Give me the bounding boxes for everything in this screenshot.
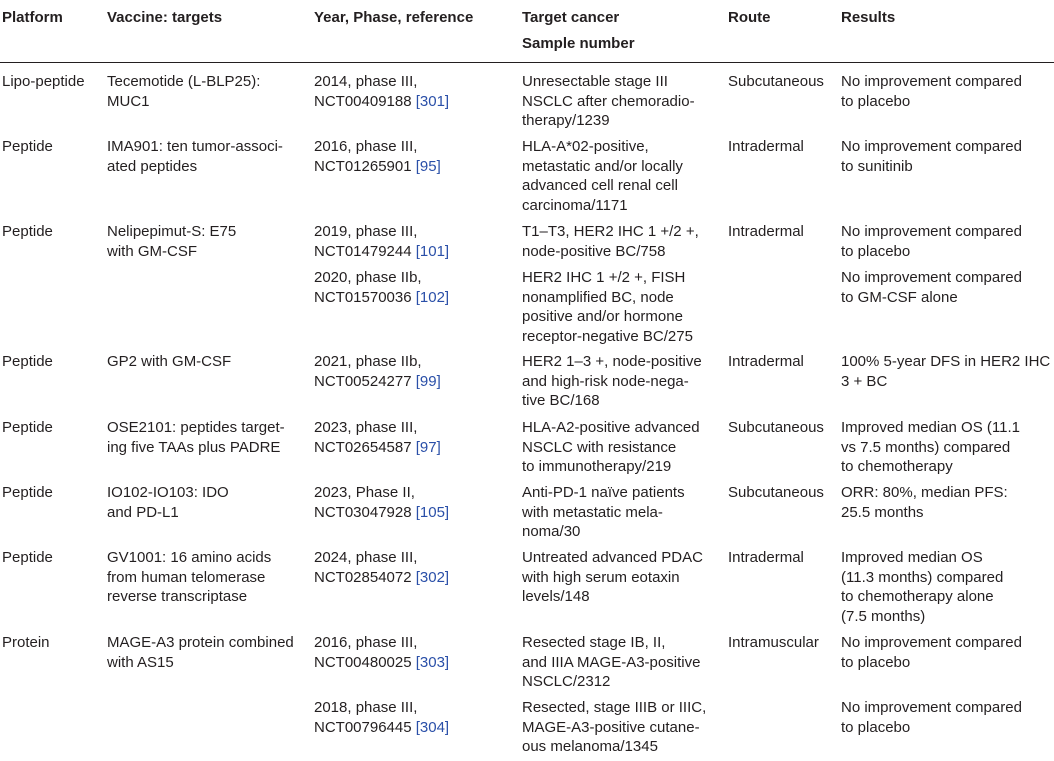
cell-route: Intradermal [728,223,804,240]
header-vaccine: Vaccine: targets [107,9,223,26]
reference-link[interactable]: [97] [415,438,441,456]
cell-vaccine: IO102-IO103: IDO and PD-L1 [107,484,229,521]
cell-year-text: 2018, phase III, NCT00796445 [314,699,418,736]
cell-route: Subcutaneous [728,484,824,501]
cell-results: No improvement compared to GM-CSF alone [841,269,1022,306]
cell-platform: Peptide [2,353,53,370]
cell-year [314,418,441,457]
cell-year [314,268,449,307]
cell-vaccine: MAGE-A3 protein combined with AS15 [107,634,294,671]
cell-vaccine: Tecemotide (L-BLP25): MUC1 [107,73,261,110]
cell-platform: Peptide [2,138,53,155]
cell-results: ORR: 80%, median PFS: 25.5 months [841,484,1008,521]
cell-target: Anti-PD-1 naïve patients with metastatic mela- noma/30 [522,484,685,540]
cell-platform: Peptide [2,223,53,240]
reference-link[interactable]: [302] [415,568,450,586]
cell-results: No improvement compared to placebo [841,73,1022,110]
cell-year [314,698,449,737]
cell-results: No improvement compared to placebo [841,634,1022,671]
cell-vaccine: GP2 with GM-CSF [107,353,232,370]
cell-year [314,548,449,587]
header-target-cancer: Target cancer [522,9,620,26]
cell-results: No improvement compared to placebo [841,223,1022,260]
cell-platform: Protein [2,634,50,651]
cell-target: Untreated advanced PDAC with high serum eotaxin levels/148 [522,549,703,605]
cell-year [314,137,441,176]
cell-target: Unresectable stage III NSCLC after chemoradio- therapy/1239 [522,73,695,129]
cell-year-text: 2023, Phase II, NCT03047928 [314,484,415,521]
cell-route: Intradermal [728,353,804,370]
header-results: Results [841,9,896,26]
cell-year-text: 2016, phase III, NCT00480025 [314,634,418,671]
reference-link[interactable]: [95] [415,157,441,175]
cell-year-text: 2019, phase III, NCT01479244 [314,223,418,260]
cell-year [314,633,449,672]
cell-year-text: 2023, phase III, NCT02654587 [314,419,418,456]
reference-link[interactable]: [301] [415,92,450,110]
header-year: Year, Phase, reference [314,9,474,26]
cell-route: Intramuscular [728,634,819,651]
cell-year-text: 2014, phase III, NCT00409188 [314,73,418,110]
cell-results: No improvement compared to placebo [841,699,1022,736]
cell-route: Subcutaneous [728,419,824,436]
cell-target: HLA-A2-positive advanced NSCLC with resistance to immunotherapy/219 [522,419,700,475]
cell-route: Intradermal [728,549,804,566]
cell-platform: Peptide [2,549,53,566]
reference-link[interactable]: [101] [415,242,450,260]
cell-year-text: 2021, phase IIb, NCT00524277 [314,353,422,390]
cell-target: Resected, stage IIIB or IIIC, MAGE-A3-positive cutane- ous melanoma/1345 [522,699,707,755]
cell-year [314,222,449,261]
reference-link[interactable]: [102] [415,288,450,306]
reference-link[interactable]: [304] [415,718,450,736]
cell-target: HER2 IHC 1 +/2 +, FISH nonamplified BC, node positive and/or hormone receptor-negative BC/275 [522,269,693,345]
cell-target: HLA-A*02-positive, metastatic and/or locally advanced cell renal cell carcinoma/1171 [522,138,683,214]
cell-platform: Peptide [2,419,53,436]
header-platform: Platform [2,9,63,26]
cell-results: No improvement compared to sunitinib [841,138,1022,175]
cell-results: 100% 5-year DFS in HER2 IHC 3 + BC [841,353,1051,390]
cell-vaccine: GV1001: 16 amino acids from human telomerase reverse transcriptase [107,549,272,605]
cell-year [314,72,449,111]
header-route: Route [728,9,771,26]
cell-results: Improved median OS (11.3 months) compared to chemotherapy alone (7.5 months) [841,549,1004,625]
reference-link[interactable]: [99] [415,372,441,390]
header-sample-number: Sample number [522,35,635,52]
cell-platform: Peptide [2,484,53,501]
cell-year [314,483,449,522]
cell-year [314,352,441,391]
reference-link[interactable]: [105] [415,503,450,521]
cell-vaccine: IMA901: ten tumor-associ- ated peptides [107,138,283,175]
cell-target: Resected stage IB, II, and IIIA MAGE-A3-positive NSCLC/2312 [522,634,701,690]
cell-year-text: 2016, phase III, NCT01265901 [314,138,418,175]
cell-target: HER2 1–3 +, node-positive and high-risk node-nega- tive BC/168 [522,353,702,409]
cell-vaccine: OSE2101: peptides target- ing five TAAs plus PADRE [107,419,285,456]
cell-route: Intradermal [728,138,804,155]
cell-route: Subcutaneous [728,73,824,90]
header-rule [0,62,1054,63]
reference-link[interactable]: [303] [415,653,450,671]
cell-vaccine: Nelipepimut-S: E75 with GM-CSF [107,223,237,260]
cell-results: Improved median OS (11.1 vs 7.5 months) compared to chemotherapy [841,419,1020,475]
cell-target: T1–T3, HER2 IHC 1 +/2 +, node-positive BC/758 [522,223,699,260]
cell-year-text: 2020, phase IIb, NCT01570036 [314,269,422,306]
cell-platform: Lipo-peptide [2,73,85,90]
cell-year-text: 2024, phase III, NCT02854072 [314,549,418,586]
